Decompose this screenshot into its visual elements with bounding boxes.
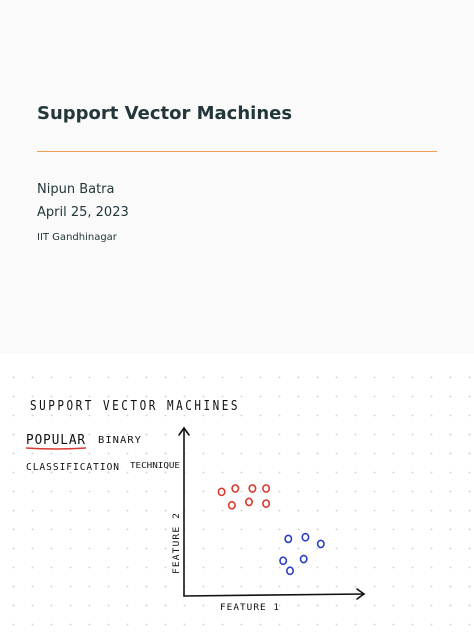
notes-word-binary: BINARY	[98, 435, 142, 446]
scatter-point	[280, 557, 286, 564]
scatter-point	[318, 540, 324, 547]
slide-author: Nipun Batra	[37, 182, 115, 197]
notes-word-popular: POPULAR	[26, 433, 86, 448]
title-divider	[37, 151, 437, 152]
scatter-point	[302, 534, 308, 541]
chart-points	[218, 485, 324, 575]
x-axis-line	[184, 594, 364, 596]
x-axis-label: FEATURE 1	[220, 603, 280, 613]
slide-date: April 25, 2023	[37, 205, 129, 220]
slide-title: Support Vector Machines	[37, 103, 293, 124]
scatter-point	[246, 498, 252, 505]
notes-canvas	[0, 364, 474, 632]
notes-line-1: SUPPORT VECTOR MACHINES	[30, 399, 240, 414]
scatter-point	[285, 535, 291, 542]
scatter-point	[229, 502, 235, 509]
scatter-point	[263, 500, 269, 507]
scatter-point	[301, 555, 307, 562]
notes-word-classification: CLASSIFICATION	[26, 462, 120, 473]
scatter-point	[263, 485, 269, 492]
popular-underline	[26, 448, 86, 449]
page-gap	[0, 354, 474, 364]
scatter-point	[218, 488, 224, 495]
y-axis-label: FEATURE 2	[172, 516, 182, 574]
chart-axes	[179, 428, 364, 599]
scatter-point	[232, 485, 238, 492]
scatter-point	[249, 485, 255, 492]
notes-word-technique: TECHNIQUE	[130, 461, 181, 470]
handwritten-notes-page	[0, 364, 474, 632]
slide-institute: IIT Gandhinagar	[37, 232, 117, 243]
scatter-point	[287, 567, 293, 574]
